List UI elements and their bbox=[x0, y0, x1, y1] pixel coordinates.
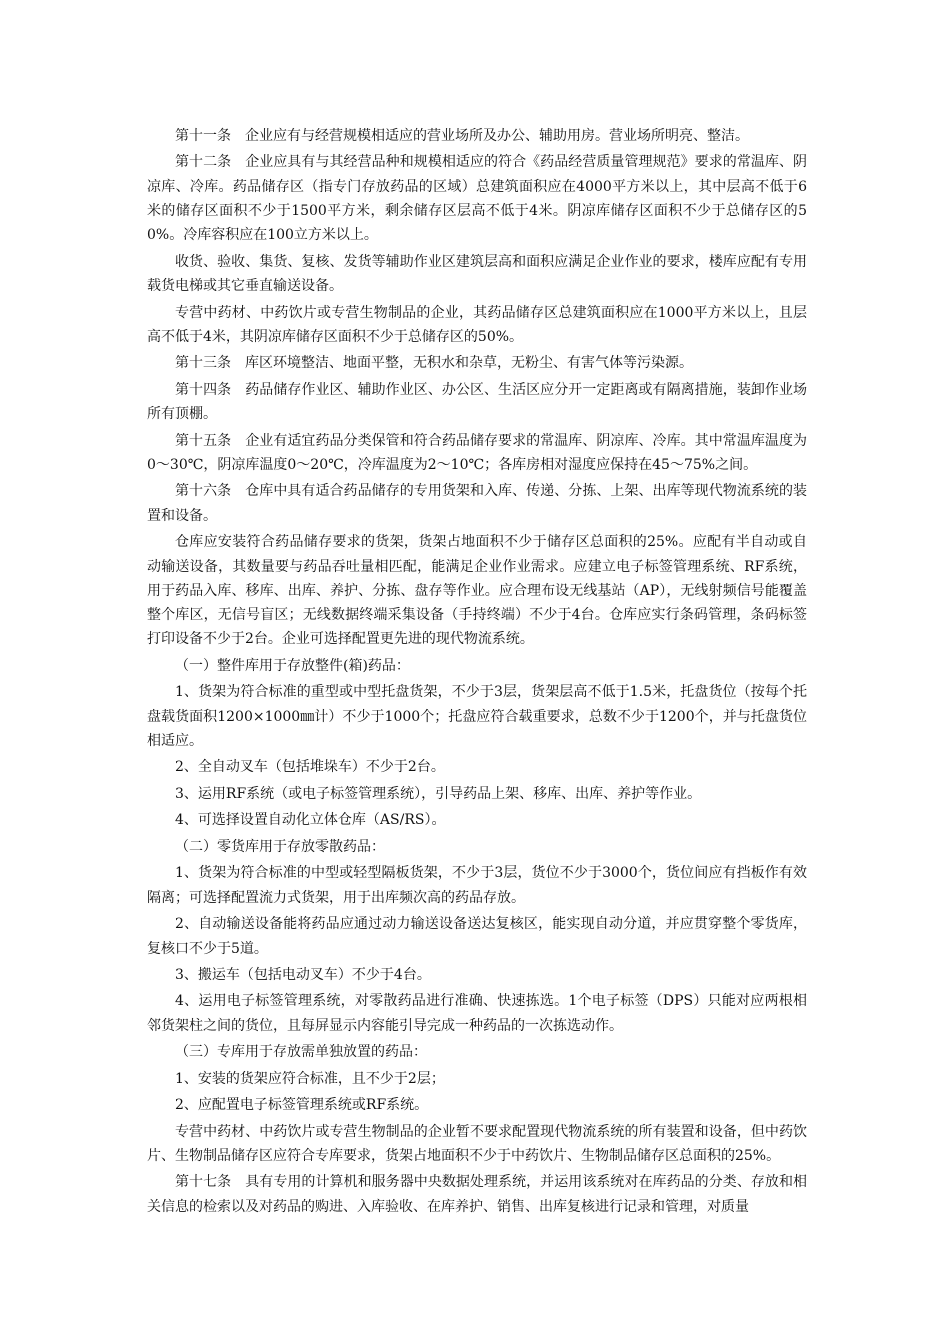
document-body bbox=[147, 124, 807, 1221]
article-15: 第十五条 企业有适宜药品分类保管和符合药品储存要求的常温库、阴凉库、冷库。其中常温库温度为0～30℃，阴凉库温度0～20℃，冷库温度为2～10℃；各库房相对湿度应保持在45～75%之间。 bbox=[147, 432, 807, 473]
section-1-item-3: 3、运用RF系统（或电子标签管理系统），引导药品上架、移库、出库、养护等作业。 bbox=[175, 785, 702, 802]
paragraph-warehouse-shelves: 仓库应安装符合药品储存要求的货架，货架占地面积不少于储存区总面积的25%。应配有半自动或自动输送设备，其数量要与药品吞吐量相匹配，能满足企业作业需求。应建立电子标签管理系统、RF系统，用于药品入库、移库、出库、养护、分拣、盘存等作业。应合理布设无线基站（AP），无线射频信号能覆盖整个库区，无信号盲区；无线数据终端采集设备（手持终端）不少于4台。仓库应实行条码管理，条码标签打印设备不少于2台。企业可选择配置更先进的现代物流系统。 bbox=[147, 534, 807, 648]
paragraph-specialized-storage: 专营中药材、中药饮片或专营生物制品的企业，其药品储存区总建筑面积应在1000平方米以上，且层高不低于4米，其阴凉库储存区面积不少于总储存区的50%。 bbox=[147, 304, 807, 345]
section-2-heading: （二）零货库用于存放零散药品： bbox=[175, 838, 385, 855]
section-3-item-2: 2、应配置电子标签管理系统或RF系统。 bbox=[175, 1097, 429, 1114]
section-1-item-1: 1、货架为符合标准的重型或中型托盘货架，不少于3层，货架层高不低于1.5米，托盘货位（按每个托盘载货面积1200×1000㎜计）不少于1000个；托盘应符合载重要求，总数不少于1200个，并与托盘货位相适应。 bbox=[147, 684, 807, 749]
article-11: 第十一条 企业应有与经营规模相适应的营业场所及办公、辅助用房。营业场所明亮、整洁。 bbox=[175, 128, 749, 144]
section-1-item-2: 2、全自动叉车（包括堆垛车）不少于2台。 bbox=[175, 759, 445, 776]
section-2-item-3: 3、搬运车（包括电动叉车）不少于4台。 bbox=[175, 966, 431, 983]
article-13: 第十三条 库区环境整洁、地面平整，无积水和杂草，无粉尘、有害气体等污染源。 bbox=[175, 355, 693, 372]
paragraph-specialized-exemption: 专营中药材、中药饮片或专营生物制品的企业暂不要求配置现代物流系统的所有装置和设备，但中药饮片、生物制品储存区应符合专库要求，货架占地面积不少于中药饮片、生物制品储存区总面积的25%。 bbox=[147, 1123, 807, 1164]
article-16: 第十六条 仓库中具有适合药品储存的专用货架和入库、传递、分拣、上架、出库等现代物流系统的装置和设备。 bbox=[147, 483, 807, 524]
section-3-item-1: 1、安装的货架应符合标准，且不少于2层； bbox=[175, 1070, 445, 1087]
section-2-item-2: 2、自动输送设备能将药品应通过动力输送设备送达复核区，能实现自动分道，并应贯穿整个零货库，复核口不少于5道。 bbox=[147, 916, 807, 957]
section-3-heading: （三）专库用于存放需单独放置的药品： bbox=[175, 1044, 427, 1061]
section-1-item-4: 4、可选择设置自动化立体仓库（AS/RS）。 bbox=[175, 812, 446, 829]
article-14: 第十四条 药品储存作业区、辅助作业区、办公区、生活区应分开一定距离或有隔离措施，装卸作业场所有顶棚。 bbox=[147, 381, 807, 423]
article-12: 第十二条 企业应具有与其经营品种和规模相适应的符合《药品经营质量管理规范》要求的常温库、阴凉库、冷库。药品储存区（指专门存放药品的区域）总建筑面积应在4000平方米以上，其中层高不低于6米的储存区面积不少于1500平方米，剩余储存区层高不低于4米。阴凉库储存区面积不少于总储存区的50%。冷库容积应在100立方米以上。 bbox=[147, 154, 807, 244]
paragraph-auxiliary-area: 收货、验收、集货、复核、发货等辅助作业区建筑层高和面积应满足企业作业的要求，楼库应配有专用载货电梯或其它垂直输送设备。 bbox=[147, 253, 807, 295]
section-1-heading: （一）整件库用于存放整件(箱)药品： bbox=[175, 657, 410, 674]
section-2-item-1: 1、货架为符合标准的中型或轻型隔板货架，不少于3层，货位不少于3000个，货位间应有挡板作有效隔离；可选择配置流力式货架，用于出库频次高的药品存放。 bbox=[147, 865, 807, 906]
article-17: 第十七条 具有专用的计算机和服务器中央数据处理系统，并运用该系统对在库药品的分类、存放和相关信息的检索以及对药品的购进、入库验收、在库养护、销售、出库复核进行记录和管理，对质量 bbox=[147, 1174, 807, 1215]
section-2-item-4: 4、运用电子标签管理系统，对零散药品进行准确、快速拣选。1个电子标签（DPS）只能对应两根相邻货架柱之间的货位，且每屏显示内容能引导完成一种药品的一次拣选动作。 bbox=[147, 993, 807, 1034]
